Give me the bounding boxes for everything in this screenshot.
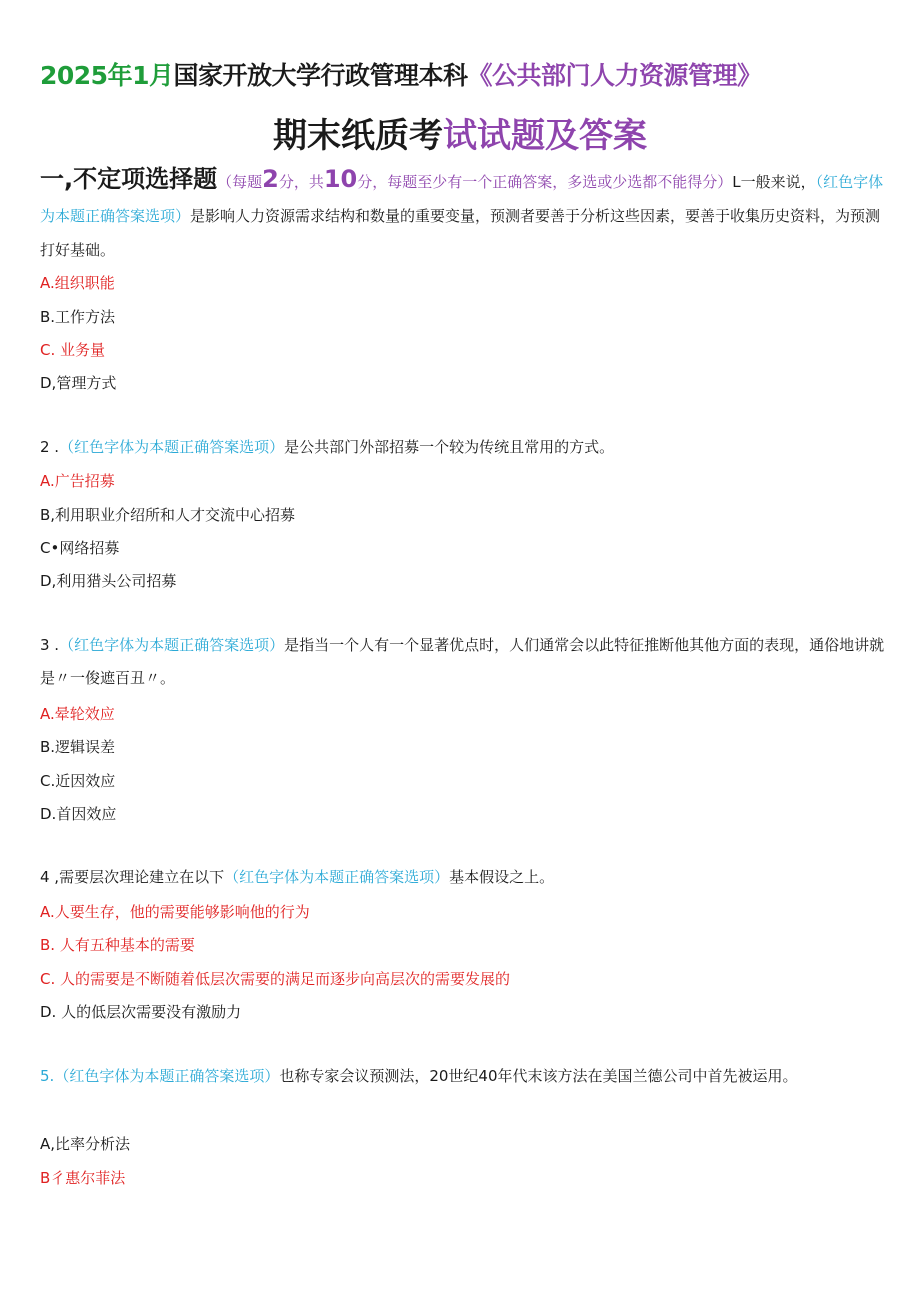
q4-option-a: A.人要生存，他的需要能够影响他的行为 [40, 903, 310, 921]
title-date: 2025年1月 [40, 61, 174, 90]
q1-option-d: D,管理方式 [40, 374, 117, 392]
q2-option-c: C•网络招募 [40, 539, 120, 557]
title-school: 国家开放大学行政管理本科 [173, 61, 468, 90]
q3-blank: （红色字体为本题正确答案选项） [59, 636, 285, 654]
q5-blank: （红色字体为本题正确答案选项） [54, 1067, 280, 1085]
q4-blank: （红色字体为本题正确答案选项） [224, 868, 450, 886]
title-exam: 期末纸质考 [273, 116, 443, 156]
q1-text: 是影响人力资源需求结构和数量的重要变量，预测者要善于分析这些因素，要善于收集历史资料，为预测打好基础。 [40, 207, 881, 259]
q2-option-b: B,利用职业介绍所和人才交流中心招募 [40, 506, 296, 524]
q4-option-b: B. 人有五种基本的需要 [40, 936, 195, 954]
q5-stem: 5.（红色字体为本题正确答案选项）也称专家会议预测法，20世纪40年代末该方法在美国兰德公司中首先被运用。 [40, 1067, 798, 1085]
q3-stem: 3 .（红色字体为本题正确答案选项）是指当一个人有一个显著优点时，人们通常会以此特征推断他其他方面的表现，通俗地讲就是〃一俊遮百丑〃。 [40, 636, 885, 687]
section-intro [40, 162, 885, 267]
q3-option-a: A.晕轮效应 [40, 705, 115, 723]
q1-prefix: L一般来说， [732, 173, 816, 191]
q4-stem: 4 ,需要层次理论建立在以下（红色字体为本题正确答案选项）基本假设之上。 [40, 868, 555, 886]
title-course: 《公共部门人力资源管理》 [467, 61, 762, 90]
q4-option-c: C. 人的需要是不断随着低层次需要的满足而逐步向高层次的需要发展的 [40, 970, 511, 988]
q1-option-a: A.组织职能 [40, 274, 115, 292]
q5-option-b: B彳惠尔菲法 [40, 1169, 126, 1187]
section-note: （每题2分，共10分，每题至少有一个正确答案，多选或少选都不能得分） [217, 165, 733, 193]
q4-option-d: D. 人的低层次需要没有激励力 [40, 1003, 242, 1021]
q3-option-d: D.首因效应 [40, 805, 117, 823]
title-answers: 试试题及答案 [443, 116, 647, 156]
q1-blank: （红色字体为本题正确答案选项） [40, 173, 884, 225]
q2-option-a: A.广告招募 [40, 472, 115, 490]
q2-blank: （红色字体为本题正确答案选项） [59, 438, 285, 456]
q3-option-c: C.近因效应 [40, 772, 116, 790]
section-title: 一,不定项选择题 [40, 165, 218, 193]
document-title-line2 [0, 108, 920, 157]
q1-option-c: C. 业务量 [40, 341, 106, 359]
document-title-line1 [40, 56, 762, 92]
q1-option-b: B.工作方法 [40, 308, 116, 326]
q3-option-b: B.逻辑误差 [40, 738, 116, 756]
q5-option-a: A,比率分析法 [40, 1135, 131, 1153]
q2-option-d: D,利用猎头公司招募 [40, 572, 177, 590]
q2-stem: 2 .（红色字体为本题正确答案选项）是公共部门外部招募一个较为传统且常用的方式。 [40, 438, 615, 456]
